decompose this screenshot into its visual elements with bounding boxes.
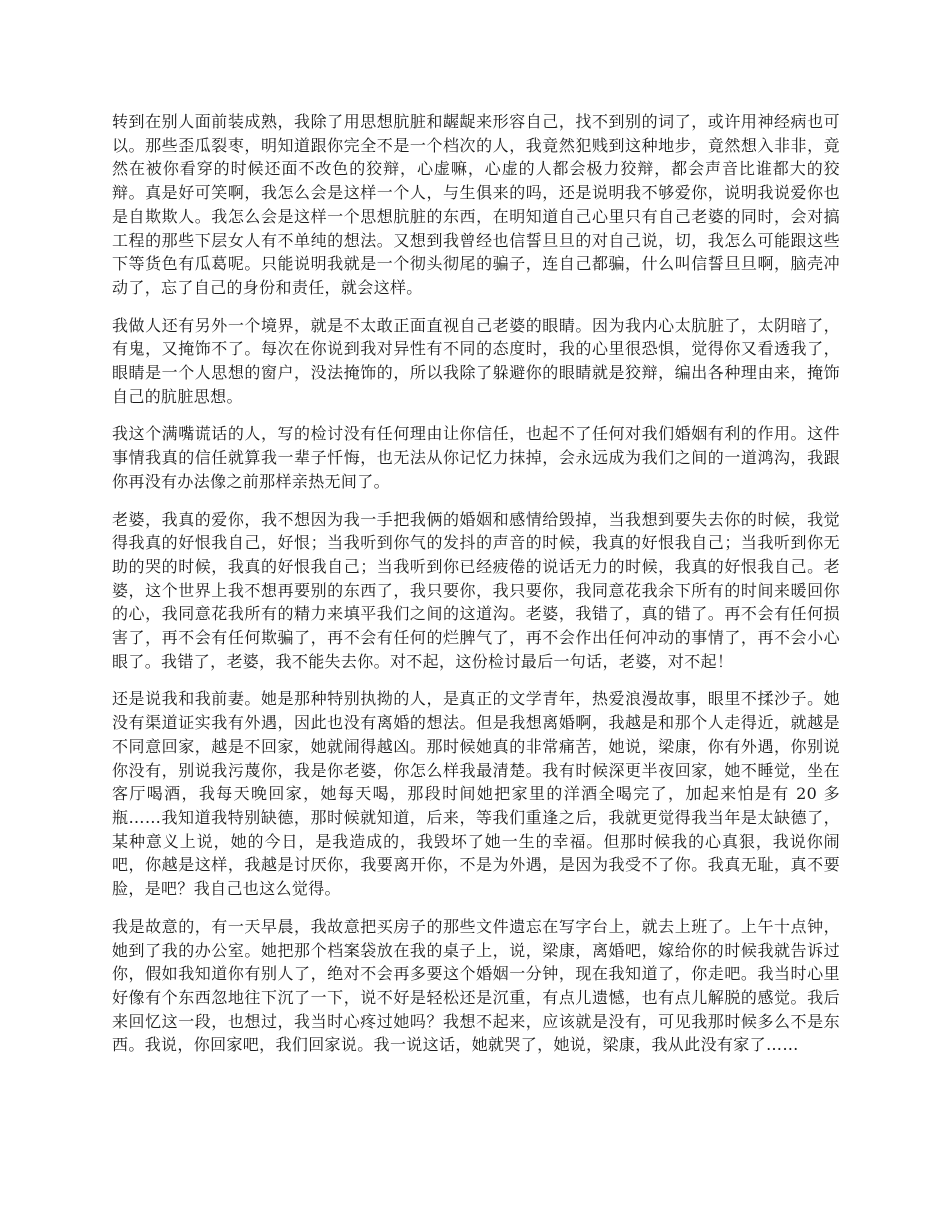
paragraph-6: 我是故意的，有一天早晨，我故意把买房子的那些文件遗忘在写字台上，就去上班了。上午十点钟，她到了我的办公室。她把那个档案袋放在我的桌子上，说，梁康，离婚吧，嫁给你的时候我就告诉过你，假如我知道你有别人了，绝对不会再多要这个婚姻一分钟，现在我知道了，你走吧。我当时心里好像有个东西忽地往下沉了一下，说不好是轻松还是沉重，有点儿遗憾，也有点儿解脱的感觉。我后来回忆这一段，也想过，我当时心疼过她吗？我想不起来，应该就是没有，可见我那时候多么不是东西。我说，你回家吧，我们回家说。我一说这话，她就哭了，她说，梁康，我从此没有家了…… [112,916,840,1055]
paragraph-3: 我这个满嘴谎话的人，写的检讨没有任何理由让你信任，也起不了任何对我们婚姻有利的作用。这件事情我真的信任就算我一辈子忏悔，也无法从你记忆力抹掉，会永远成为我们之间的一道鸿沟，我跟你再没有办法像之前那样亲热无间了。 [112,424,840,491]
paragraph-2: 我做人还有另外一个境界，就是不太敢正面直视自己老婆的眼睛。因为我内心太肮脏了，太阴暗了，有鬼，又掩饰不了。每次在你说到我对异性有不同的态度时，我的心里很恐惧，觉得你又看透我了，眼睛是一个人思想的窗户，没法掩饰的，所以我除了躲避你的眼睛就是狡辩，编出各种理由来，掩饰自己的肮脏思想。 [112,315,840,406]
document-body [112,110,840,1071]
paragraph-1: 转到在别人面前装成熟，我除了用思想肮脏和龌龊来形容自己，找不到别的词了，或许用神经病也可以。那些歪瓜裂枣，明知道跟你完全不是一个档次的人，我竟然犯贱到这种地步，竟然想入非非，竟然在被你看穿的时候还面不改色的狡辩，心虚嘛，心虚的人都会极力狡辩，都会声音比谁都大的狡辩。真是好可笑啊，我怎么会是这样一个人，与生俱来的吗，还是说明我不够爱你，说明我说爱你也是自欺欺人。我怎么会是这样一个思想肮脏的东西，在明知道自己心里只有自己老婆的同时，会对搞工程的那些下层女人有不单纯的想法。又想到我曾经也信誓旦旦的对自己说，切，我怎么可能跟这些下等货色有瓜葛呢。只能说明我就是一个彻头彻尾的骗子，连自己都骗，什么叫信誓旦旦啊，脑壳冲动了，忘了自己的身份和责任，就会这样。 [112,112,840,297]
paragraph-4: 老婆，我真的爱你，我不想因为我一手把我俩的婚姻和感情给毁掉，当我想到要失去你的时候，我觉得我真的好恨我自己，好恨；当我听到你气的发抖的声音的时候，我真的好恨我自己；当我听到你无助的哭的时候，我真的好恨我自己；当我听到你已经疲倦的说话无力的时候，我真的好恨我自己。老婆，这个世界上我不想再要别的东西了，我只要你，我只要你，我同意花我余下所有的时间来暖回你的心，我同意花我所有的精力来填平我们之间的这道沟。老婆，我错了，真的错了。再不会有任何损害了，再不会有任何欺骗了，再不会有任何的烂脾气了，再不会作出任何冲动的事情了，再不会小心眼了。我错了，老婆，我不能失去你。对不起，这份检讨最后一句话，老婆，对不起！ [112,509,840,671]
paragraph-5: 还是说我和我前妻。她是那种特别执拗的人，是真正的文学青年，热爱浪漫故事，眼里不揉沙子。她没有渠道证实我有外遇，因此也没有离婚的想法。但是我想离婚啊，我越是和那个人走得近，就越是不同意回家，越是不回家，她就闹得越凶。那时候她真的非常痛苦，她说，梁康，你有外遇，你别说你没有，别说我污蔑你，我是你老婆，你怎么样我最清楚。我有时候深更半夜回家，她不睡觉，坐在客厅喝酒，我每天晚回家，她每天喝，那段时间她把家里的洋酒全喝完了，加起来怕是有 20 多瓶……我知道我特别缺德，那时候就知道，后来，等我们重逢之后，我就更觉得我当年是太缺德了，某种意义上说，她的今日，是我造成的，我毁坏了她一生的幸福。但那时候我的心真狠，我说你闹吧，你越是这样，我越是讨厌你，我要离开你，不是为外遇，是因为我受不了你。我真无耻，真不要脸，是吧？我自己也这么觉得。 [112,689,840,899]
